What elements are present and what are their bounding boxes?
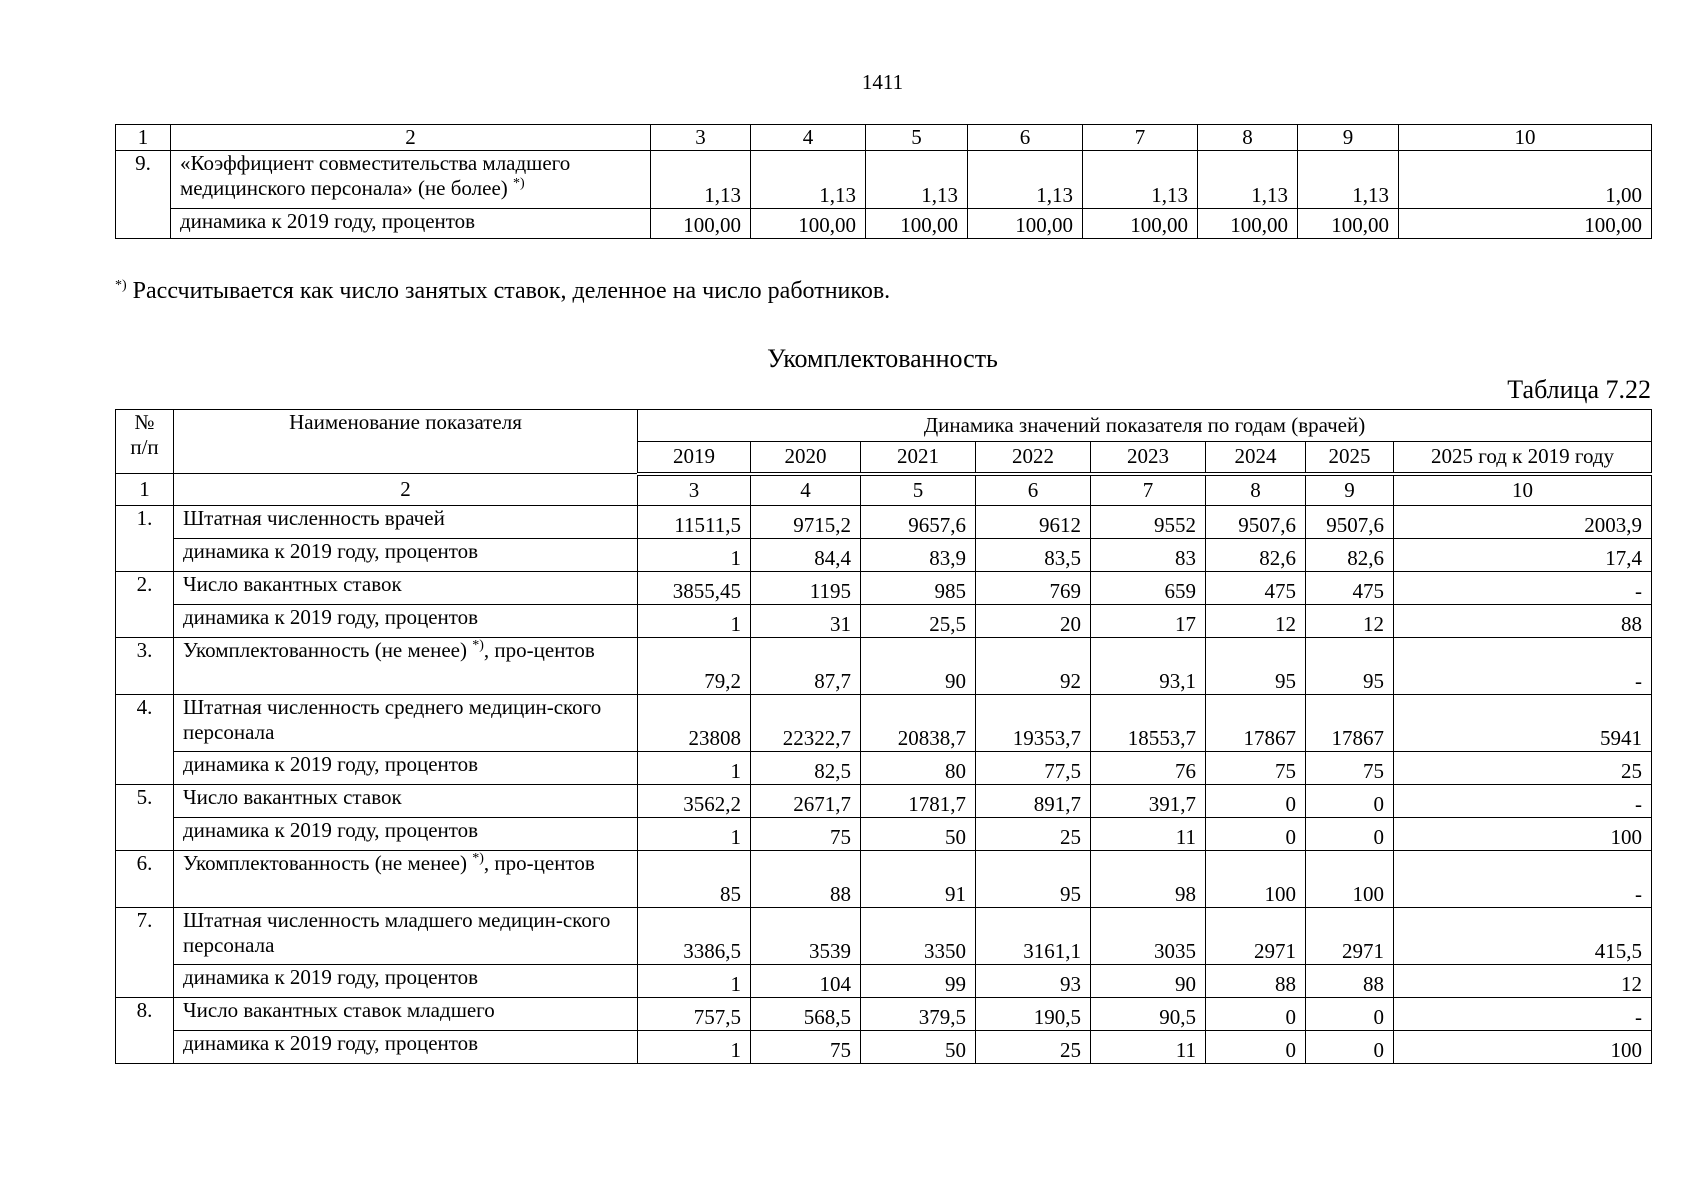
row-name: «Коэффициент совместительства младшего медицинского персонала» (не более) *) — [171, 151, 651, 209]
row-name: Число вакантных ставок младшего — [174, 998, 638, 1031]
cell-value: 17867 — [1206, 695, 1306, 752]
table-row — [116, 506, 1652, 539]
cell-value: 50 — [861, 818, 976, 851]
cell-value: 100,00 — [651, 209, 751, 239]
row-number: 4. — [116, 695, 174, 785]
table-title: Укомплектованность — [767, 344, 998, 373]
cell-value: 0 — [1306, 785, 1394, 818]
cell-value: 75 — [1306, 752, 1394, 785]
cell-value: 475 — [1306, 572, 1394, 605]
row-number: 8. — [116, 998, 174, 1064]
footnote-mark: *) — [472, 851, 484, 866]
table-row — [116, 1031, 1652, 1064]
col-number: 8 — [1206, 474, 1306, 506]
cell-value: 475 — [1206, 572, 1306, 605]
column-number-row — [116, 474, 1652, 506]
cell-value: 83 — [1091, 539, 1206, 572]
col-number: 10 — [1394, 474, 1652, 506]
row-number: 5. — [116, 785, 174, 851]
cell-value: 18553,7 — [1091, 695, 1206, 752]
cell-value: 20838,7 — [861, 695, 976, 752]
cell-value: 25 — [1394, 752, 1652, 785]
cell-value: 12 — [1394, 965, 1652, 998]
header-group: Динамика значений показателя по годам (врачей) — [638, 410, 1652, 442]
cell-value: 1 — [638, 965, 751, 998]
table-row — [116, 785, 1652, 818]
cell-value: 9507,6 — [1306, 506, 1394, 539]
cell-value: 100,00 — [1298, 209, 1399, 239]
cell-value: 11 — [1091, 1031, 1206, 1064]
cell-value: 100 — [1306, 851, 1394, 908]
footnote-mark: *) — [115, 278, 127, 293]
col-number: 10 — [1399, 125, 1652, 151]
header-name: Наименование показателя — [174, 410, 638, 474]
continuation-table — [115, 124, 1652, 239]
cell-value: 1,13 — [1083, 151, 1198, 209]
cell-value: 83,5 — [976, 539, 1091, 572]
cell-value: 1,00 — [1399, 151, 1652, 209]
cell-value: 83,9 — [861, 539, 976, 572]
row-number: 6. — [116, 851, 174, 908]
header-year: 2023 — [1091, 442, 1206, 474]
col-number: 6 — [968, 125, 1083, 151]
row-name: Укомплектованность (не менее) *), про-центов — [174, 851, 638, 908]
cell-value: 84,4 — [751, 539, 861, 572]
cell-value: - — [1394, 851, 1652, 908]
col-number: 2 — [174, 474, 638, 506]
cell-value: 82,6 — [1306, 539, 1394, 572]
cell-value: 19353,7 — [976, 695, 1091, 752]
table-row — [116, 998, 1652, 1031]
cell-value: 1 — [638, 752, 751, 785]
cell-value: 85 — [638, 851, 751, 908]
row-name: Штатная численность младшего медицин-ского персонала — [174, 908, 638, 965]
cell-value: 757,5 — [638, 998, 751, 1031]
cell-value: 82,6 — [1206, 539, 1306, 572]
cell-value: 88 — [1306, 965, 1394, 998]
cell-value: 98 — [1091, 851, 1206, 908]
cell-value: 5941 — [1394, 695, 1652, 752]
cell-value: 3035 — [1091, 908, 1206, 965]
header-year: 2025 год к 2019 году — [1394, 442, 1652, 474]
header-number: № п/п — [116, 410, 174, 474]
footnote-mark: *) — [472, 638, 484, 653]
row-name: динамика к 2019 году, процентов — [171, 209, 651, 239]
cell-value: 100,00 — [1198, 209, 1298, 239]
cell-value: 3161,1 — [976, 908, 1091, 965]
cell-value: 1 — [638, 1031, 751, 1064]
cell-value: 1 — [638, 605, 751, 638]
col-number: 2 — [171, 125, 651, 151]
cell-value: 100,00 — [751, 209, 866, 239]
cell-value: 100 — [1394, 818, 1652, 851]
cell-value: 9612 — [976, 506, 1091, 539]
cell-value: 1,13 — [1298, 151, 1399, 209]
cell-value: 90 — [861, 638, 976, 695]
cell-value: 31 — [751, 605, 861, 638]
cell-value: 3562,2 — [638, 785, 751, 818]
cell-value: 75 — [751, 818, 861, 851]
cell-value: 379,5 — [861, 998, 976, 1031]
table-row — [116, 851, 1652, 908]
cell-value: 90 — [1091, 965, 1206, 998]
cell-value: 93,1 — [1091, 638, 1206, 695]
page-number: 1411 — [861, 70, 904, 94]
cell-value: 0 — [1306, 1031, 1394, 1064]
row-name: динамика к 2019 году, процентов — [174, 818, 638, 851]
cell-value: 1,13 — [968, 151, 1083, 209]
cell-value: 87,7 — [751, 638, 861, 695]
cell-value: 17 — [1091, 605, 1206, 638]
cell-value: 22322,7 — [751, 695, 861, 752]
row-name: динамика к 2019 году, процентов — [174, 752, 638, 785]
cell-value: 11511,5 — [638, 506, 751, 539]
cell-value: 99 — [861, 965, 976, 998]
cell-value: 0 — [1206, 785, 1306, 818]
row-name: динамика к 2019 году, процентов — [174, 965, 638, 998]
col-number: 4 — [751, 474, 861, 506]
header-year: 2021 — [861, 442, 976, 474]
cell-value: 95 — [1306, 638, 1394, 695]
cell-value: 1,13 — [751, 151, 866, 209]
cell-value: 93 — [976, 965, 1091, 998]
cell-value: 1195 — [751, 572, 861, 605]
cell-value: 88 — [1394, 605, 1652, 638]
cell-value: 25 — [976, 1031, 1091, 1064]
cell-value: 100,00 — [1399, 209, 1652, 239]
cell-value: 17,4 — [1394, 539, 1652, 572]
row-number: 7. — [116, 908, 174, 998]
footnote: *) Рассчитывается как число занятых ставок, деленное на число работников. — [115, 278, 891, 304]
cell-value: 0 — [1206, 818, 1306, 851]
header-row — [116, 410, 1652, 442]
row-number: 1. — [116, 506, 174, 572]
cell-value: 76 — [1091, 752, 1206, 785]
col-number: 5 — [861, 474, 976, 506]
cell-value: 25 — [976, 818, 1091, 851]
row-name: Укомплектованность (не менее) *), про-центов — [174, 638, 638, 695]
cell-value: 75 — [1206, 752, 1306, 785]
row-name: Штатная численность врачей — [174, 506, 638, 539]
cell-value: 659 — [1091, 572, 1206, 605]
col-number: 3 — [638, 474, 751, 506]
cell-value: 2003,9 — [1394, 506, 1652, 539]
cell-value: 77,5 — [976, 752, 1091, 785]
cell-value: 1 — [638, 818, 751, 851]
cell-value: 2971 — [1306, 908, 1394, 965]
cell-value: 17867 — [1306, 695, 1394, 752]
header-year: 2022 — [976, 442, 1091, 474]
table-row — [116, 695, 1652, 752]
col-number: 7 — [1083, 125, 1198, 151]
cell-value: 9715,2 — [751, 506, 861, 539]
cell-value: 75 — [751, 1031, 861, 1064]
cell-value: - — [1394, 785, 1652, 818]
header-year: 2024 — [1206, 442, 1306, 474]
cell-value: 95 — [976, 851, 1091, 908]
row-name: динамика к 2019 году, процентов — [174, 605, 638, 638]
cell-value: 3855,45 — [638, 572, 751, 605]
cell-value: 568,5 — [751, 998, 861, 1031]
column-number-row — [116, 125, 1652, 151]
cell-value: 12 — [1306, 605, 1394, 638]
cell-value: 9552 — [1091, 506, 1206, 539]
table-row — [116, 818, 1652, 851]
cell-value: 3539 — [751, 908, 861, 965]
cell-value: 9657,6 — [861, 506, 976, 539]
cell-value: 0 — [1306, 818, 1394, 851]
cell-value: 985 — [861, 572, 976, 605]
cell-value: 190,5 — [976, 998, 1091, 1031]
cell-value: - — [1394, 998, 1652, 1031]
cell-value: 79,2 — [638, 638, 751, 695]
row-name: динамика к 2019 году, процентов — [174, 1031, 638, 1064]
cell-value: 0 — [1306, 998, 1394, 1031]
col-number: 8 — [1198, 125, 1298, 151]
table-row — [116, 572, 1652, 605]
row-number: 9. — [116, 151, 171, 239]
col-number: 9 — [1306, 474, 1394, 506]
staffing-table — [115, 409, 1652, 1064]
col-number: 7 — [1091, 474, 1206, 506]
header-year: 2019 — [638, 442, 751, 474]
col-number: 9 — [1298, 125, 1399, 151]
cell-value: 0 — [1206, 998, 1306, 1031]
col-number: 6 — [976, 474, 1091, 506]
cell-value: 50 — [861, 1031, 976, 1064]
row-name: Число вакантных ставок — [174, 785, 638, 818]
cell-value: 100,00 — [968, 209, 1083, 239]
cell-value: 88 — [1206, 965, 1306, 998]
table-row — [116, 752, 1652, 785]
table-label: Таблица 7.22 — [1507, 375, 1651, 404]
cell-value: 769 — [976, 572, 1091, 605]
cell-value: 100 — [1206, 851, 1306, 908]
cell-value: - — [1394, 638, 1652, 695]
cell-value: 104 — [751, 965, 861, 998]
row-name: динамика к 2019 году, процентов — [174, 539, 638, 572]
cell-value: 3386,5 — [638, 908, 751, 965]
cell-value: 0 — [1206, 1031, 1306, 1064]
table-row — [116, 209, 1652, 239]
col-number: 3 — [651, 125, 751, 151]
cell-value: 3350 — [861, 908, 976, 965]
cell-value: 1,13 — [651, 151, 751, 209]
cell-value: 391,7 — [1091, 785, 1206, 818]
col-number: 5 — [866, 125, 968, 151]
footnote-mark: *) — [513, 176, 525, 191]
cell-value: 91 — [861, 851, 976, 908]
cell-value: 2971 — [1206, 908, 1306, 965]
cell-value: - — [1394, 572, 1652, 605]
row-name: Число вакантных ставок — [174, 572, 638, 605]
col-number: 1 — [116, 474, 174, 506]
table-row — [116, 151, 1652, 209]
cell-value: 2671,7 — [751, 785, 861, 818]
cell-value: 88 — [751, 851, 861, 908]
table-row — [116, 539, 1652, 572]
cell-value: 1,13 — [866, 151, 968, 209]
cell-value: 891,7 — [976, 785, 1091, 818]
table-row — [116, 638, 1652, 695]
cell-value: 100,00 — [1083, 209, 1198, 239]
row-name: Штатная численность среднего медицин-ского персонала — [174, 695, 638, 752]
header-year: 2020 — [751, 442, 861, 474]
cell-value: 92 — [976, 638, 1091, 695]
cell-value: 20 — [976, 605, 1091, 638]
cell-value: 9507,6 — [1206, 506, 1306, 539]
cell-value: 1781,7 — [861, 785, 976, 818]
cell-value: 11 — [1091, 818, 1206, 851]
cell-value: 100,00 — [866, 209, 968, 239]
cell-value: 12 — [1206, 605, 1306, 638]
cell-value: 82,5 — [751, 752, 861, 785]
cell-value: 80 — [861, 752, 976, 785]
table-row — [116, 965, 1652, 998]
cell-value: 415,5 — [1394, 908, 1652, 965]
col-number: 1 — [116, 125, 171, 151]
cell-value: 100 — [1394, 1031, 1652, 1064]
table-row — [116, 605, 1652, 638]
cell-value: 25,5 — [861, 605, 976, 638]
table-row — [116, 908, 1652, 965]
row-number: 3. — [116, 638, 174, 695]
cell-value: 90,5 — [1091, 998, 1206, 1031]
cell-value: 1 — [638, 539, 751, 572]
cell-value: 23808 — [638, 695, 751, 752]
cell-value: 1,13 — [1198, 151, 1298, 209]
col-number: 4 — [751, 125, 866, 151]
cell-value: 95 — [1206, 638, 1306, 695]
header-year: 2025 — [1306, 442, 1394, 474]
row-number: 2. — [116, 572, 174, 638]
